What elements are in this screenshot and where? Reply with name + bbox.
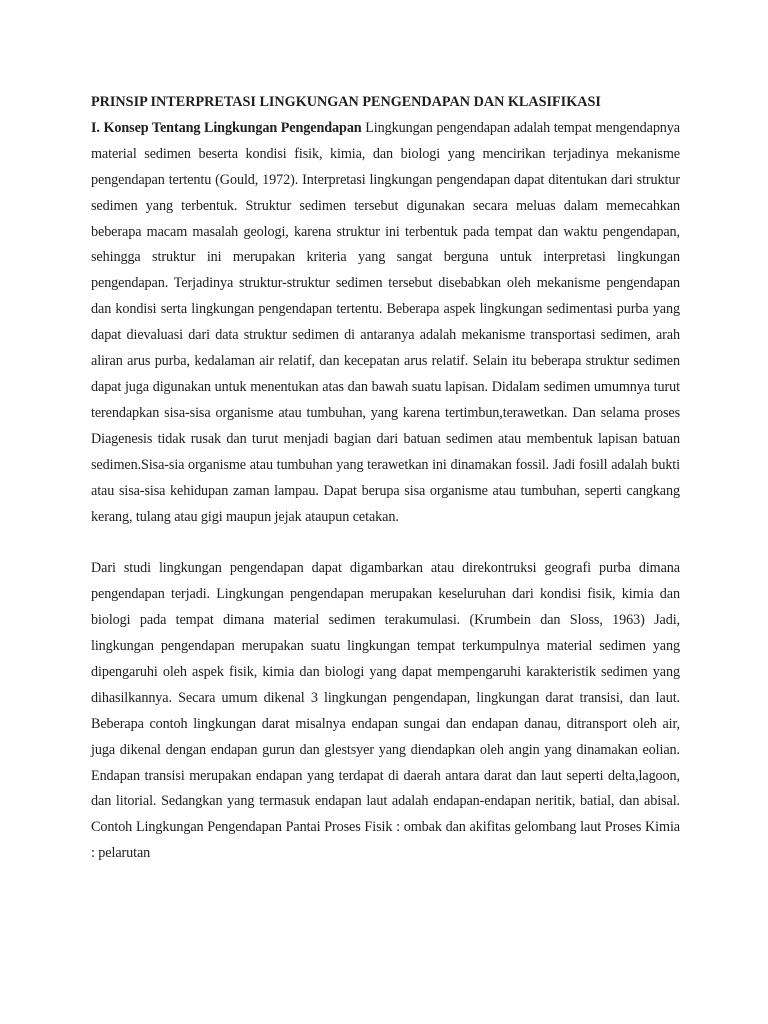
paragraph-1-body: Lingkungan pengendapan adalah tempat mengendapnya material sedimen beserta kondisi fisik, kimia, dan biologi yang mencirikan terjadinya mekanisme pengendapan tertentu (Gould, 1972). Interpretasi lingkungan pengendapan dapat ditentukan dari struktur sedimen yang terbentuk. Struktur sedimen tersebut digunakan secara meluas dalam memecahkan beberapa macam masalah geologi, karena struktur ini terbentuk pada tempat dan waktu pengendapan, sehingga struktur ini merupakan kriteria yang sangat berguna untuk interpretasi lingkungan pengendapan. Terjadinya struktur-struktur sedimen tersebut disebabkan oleh mekanisme pengendapan dan kondisi serta lingkungan pengendapan tertentu. Beberapa aspek lingkungan sedimentasi purba yang dapat dievaluasi dari data struktur sedimen di antaranya adalah mekanisme transportasi sedimen, arah aliran arus purba, kedalaman air relatif, dan kecepatan arus relatif. Selain itu beberapa struktur sedimen dapat juga digunakan untuk menentukan atas dan bawah suatu lapisan. Didalam sedimen umumnya turut terendapkan sisa-sisa organisme atau tumbuhan, yang karena tertimbun,terawetkan. Dan selama proses Diagenesis tidak rusak dan turut menjadi bagian dari batuan sedimen atau membentuk lapisan batuan sedimen.Sisa-sia organisme atau tumbuhan yang terawetkan ini dinamakan fossil. Jadi fosill adalah bukti atau sisa-sisa kehidupan zaman lampau. Dapat berupa sisa organisme atau tumbuhan, seperti cangkang kerang, tulang atau gigi maupun jejak ataupun cetakan. [91, 119, 680, 525]
paragraph-1 [91, 116, 680, 531]
document-page [91, 90, 680, 867]
section-heading: I. Konsep Tentang Lingkungan Pengendapan [91, 119, 362, 136]
document-title: PRINSIP INTERPRETASI LINGKUNGAN PENGENDAPAN DAN KLASIFIKASI [91, 94, 601, 110]
paragraph-2: Dari studi lingkungan pengendapan dapat digambarkan atau direkontruksi geografi purba dimana pengendapan terjadi. Lingkungan pengendapan merupakan keseluruhan dari kondisi fisik, kimia dan biologi pada tempat dimana material sedimen terakumulasi. (Krumbein dan Sloss, 1963) Jadi, lingkungan pengendapan merupakan suatu lingkungan tempat terkumpulnya material sedimen yang dipengaruhi oleh aspek fisik, kimia dan biologi yang dapat mempengaruhi karakteristik sedimen yang dihasilkannya. Secara umum dikenal 3 lingkungan pengendapan, lingkungan darat transisi, dan laut. Beberapa contoh lingkungan darat misalnya endapan sungai dan endapan danau, ditransport oleh air, juga dikenal dengan endapan gurun dan glestsyer yang diendapkan oleh angin yang dinamakan eolian. Endapan transisi merupakan endapan yang terdapat di daerah antara darat dan laut seperti delta,lagoon, dan litorial. Sedangkan yang termasuk endapan laut adalah endapan-endapan neritik, batial, dan abisal. Contoh Lingkungan Pengendapan Pantai Proses Fisik : ombak dan akifitas gelombang laut Proses Kimia : pelarutan [91, 560, 680, 862]
